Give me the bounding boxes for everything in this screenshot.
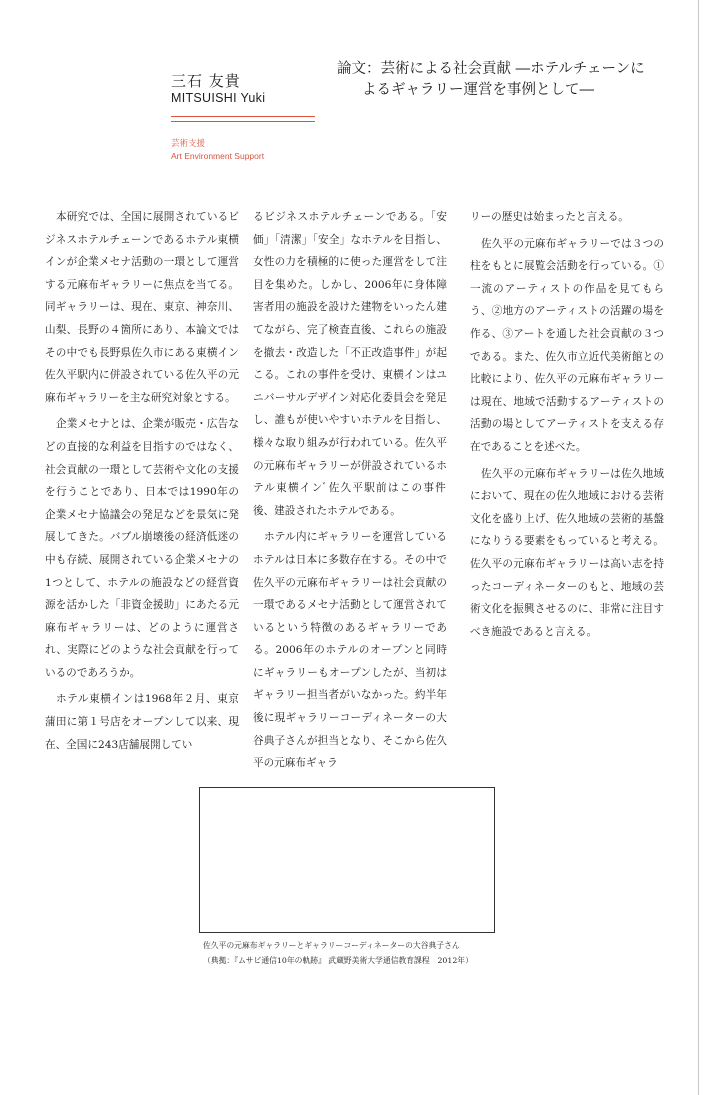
divider <box>171 116 315 117</box>
paragraph: ホテル内にギャラリーを運営しているホテルは日本に多数存在する。その中で佐久平の元麻布ギャラリーは社会貢献の一環であるメセナ活動として運営されているという特徴のあるギャラリーである。2006年のホテルのオープンと同時にギャラリーもオープンしたが、当初はギャラリー担当者がいなかった。約半年後に現ギャラリーコーディネーターの大谷典子さんが担当となり、そこから佐久平の元麻布ギャラ <box>253 531 447 770</box>
author-name-ja: 三石 友貴 <box>171 72 241 90</box>
author-name-en: MITSUISHI Yuki <box>171 91 266 105</box>
paragraph: 本研究では、全国に展開されているビジネスホテルチェーンであるホテル東横インが企業メセナ活動の一環として運営する元麻布ギャラリーに焦点を当てる。同ギャラリーは、現在、東京、神奈川、山梨、長野の４箇所にあり、本論文ではその中でも長野県佐久市にある東横イン佐久平駅内に併設されている佐久平の元麻布ギャラリーを主な研究対象とする。 <box>45 211 239 404</box>
text-column-2 <box>253 206 447 779</box>
figure-source: （典拠：『ムサビ通信10年の軌跡』 武蔵野美術大学通信教育課程 2012年） <box>203 956 473 965</box>
paragraph: るビジネスホテルチェーンである。「安価」「清潔」「安全」なホテルを目指し、女性の力を積極的に使った運営をして注目を集めた。しかし、2006年に身体障害者用の施設を設けた建物をいったん建てながら、完了検査直後、これらの施設を撤去・改造した「不正改造事件」が起こる。これの事件を受け、東横インはユニバーサルデザイン対応化委員会を発足し、誰もが使いやすいホテルを目指し、様々な取り組みが行われている。佐久平の元麻布ギャラリーが併設されているホテル東横インﾞ佐久平駅前はこの事件後、建設されたホテルである。 <box>253 211 447 517</box>
text-column-1 <box>45 206 239 760</box>
paragraph: ホテル東横インは1968年２月、東京蒲田に第１号店をオープンして以来、現在、全国に243店舗展開してい <box>45 693 239 751</box>
paragraph: 佐久平の元麻布ギャラリーは佐久地域において、現在の佐久地域における芸術文化を盛り上げ、佐久地域の芸術的基盤になりうる要素をもっていると考える。佐久平の元麻布ギャラリーは高い志を持ったコーディネーターのもと、地域の芸術文化を振興させるのに、非常に注目すべき施設であると言える。 <box>470 467 664 638</box>
paragraph: 企業メセナとは、企業が販売・広告などの直接的な利益を目指すのではなく、社会貢献の一環として芸術や文化の支援を行うことであり、日本では1990年の企業メセナ協議会の発足などを景気に発展してきた。バブル崩壊後の経済低迷の中も存続、展開されている企業メセナの1つとして、ホテルの施設などの経営資源を活かした「非資金援助」にあたる元麻布ギャラリーは、どのように運営され、実際にどのような社会貢献を行っているのであろうか。 <box>45 418 239 679</box>
photo-frame <box>199 787 495 933</box>
divider <box>171 121 315 122</box>
category-en: Art Environment Support <box>171 151 265 161</box>
text-column-3 <box>470 206 664 647</box>
title-line-1: 論文：芸術による社会貢献 ―ホテルチェーンに <box>337 61 645 77</box>
paragraph: 佐久平の元麻布ギャラリーでは３つの柱をもとに展覧会活動を行っている。①一流のアーティストの作品を見てもらう、②地方のアーティストの活躍の場を作る、③アートを通した社会貢献の３つである。また、佐久市立近代美術館との比較により、佐久平の元麻布ギャラリーは現在、地域で活動するアーティストの活動の場としてアーティストを支える存在であることを述べた。 <box>470 237 664 453</box>
page-edge <box>698 0 699 1095</box>
title-line-2: よるギャラリー運営を事例として― <box>362 82 594 98</box>
category-ja: 芸術支援 <box>171 139 206 149</box>
paper-title <box>337 59 667 101</box>
paragraph: リーの歴史は始まったと言える。 <box>470 211 629 223</box>
figure-caption: 佐久平の元麻布ギャラリーとギャラリーコーディネーターの大谷典子さん <box>203 941 460 950</box>
